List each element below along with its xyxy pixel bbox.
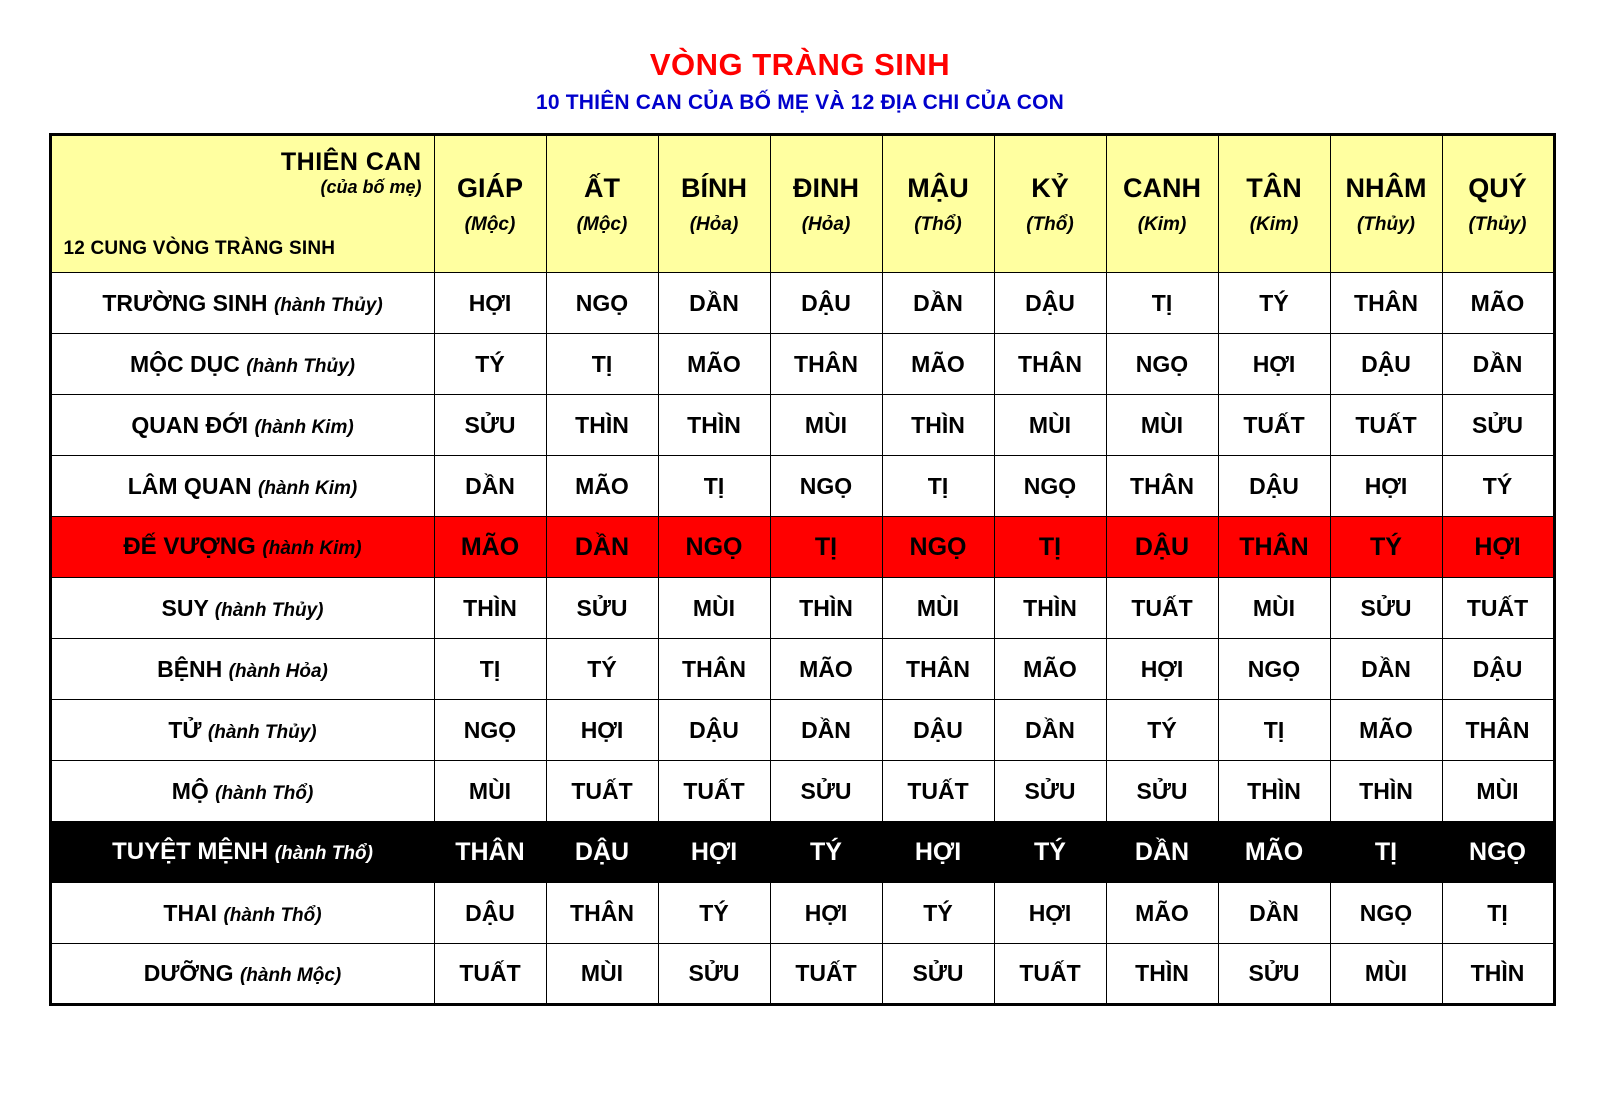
column-header-at <box>546 135 658 273</box>
cell: NGỌ <box>994 456 1106 517</box>
cell: DẬU <box>546 822 658 883</box>
row-label-element: (hành Thổ) <box>215 782 314 804</box>
column-header-dinh <box>770 135 882 273</box>
cell: MÃO <box>882 334 994 395</box>
cell: NGỌ <box>1330 883 1442 944</box>
table-row <box>50 395 1554 456</box>
table-row <box>50 700 1554 761</box>
cell: HỢI <box>770 883 882 944</box>
cell: THÂN <box>882 639 994 700</box>
cell: HỢI <box>994 883 1106 944</box>
cell: THÌN <box>1218 761 1330 822</box>
cell: MÙI <box>770 395 882 456</box>
row-label-text: THAI <box>163 899 218 926</box>
cell: DẦN <box>1218 883 1330 944</box>
row-label-quan-doi <box>50 395 434 456</box>
cell: DẬU <box>1442 639 1554 700</box>
cell: NGỌ <box>434 700 546 761</box>
vong-trang-sinh-table <box>49 133 1556 1006</box>
row-label-benh <box>50 639 434 700</box>
table-container <box>49 133 1552 1006</box>
row-label-text: TUYỆT MỆNH <box>112 838 269 866</box>
cell: SỬU <box>882 944 994 1005</box>
header-thien-can-label: THIÊN CAN <box>280 148 422 177</box>
cell: TUẤT <box>658 761 770 822</box>
row-label-mo <box>50 761 434 822</box>
column-header-name: ĐINH <box>793 172 859 203</box>
cell: HỢI <box>1330 456 1442 517</box>
column-header-binh <box>658 135 770 273</box>
cell: THÌN <box>434 578 546 639</box>
column-header-name: KỶ <box>1031 172 1069 203</box>
column-header-name: TÂN <box>1246 172 1302 203</box>
cell: TÝ <box>1218 273 1330 334</box>
cell: SỬU <box>658 944 770 1005</box>
row-label-element: (hành Thủy) <box>246 355 355 377</box>
table-row <box>50 334 1554 395</box>
table-row-highlight-tuyet-menh <box>50 822 1554 883</box>
header-12-cung-label: 12 CUNG VÒNG TRÀNG SINH <box>63 238 336 260</box>
cell: THÂN <box>1330 273 1442 334</box>
cell: HỢI <box>434 273 546 334</box>
cell: MÃO <box>1442 273 1554 334</box>
cell: MÃO <box>1330 700 1442 761</box>
cell: NGỌ <box>1106 334 1218 395</box>
table-row-highlight-de-vuong <box>50 517 1554 578</box>
column-header-element: (Thủy) <box>1468 214 1527 236</box>
table-row <box>50 639 1554 700</box>
column-header-element: (Kim) <box>1249 214 1299 236</box>
cell: TUẤT <box>994 944 1106 1005</box>
cell: TUẤT <box>1330 395 1442 456</box>
column-header-tan <box>1218 135 1330 273</box>
cell: HỢI <box>546 700 658 761</box>
cell: DẦN <box>1442 334 1554 395</box>
cell: HỢI <box>882 822 994 883</box>
row-label-element: (hành Kim) <box>258 477 358 499</box>
cell: HỢI <box>1106 639 1218 700</box>
cell: MÙI <box>658 578 770 639</box>
cell: THÂN <box>994 334 1106 395</box>
column-header-ky <box>994 135 1106 273</box>
cell: SỬU <box>770 761 882 822</box>
cell: NGỌ <box>546 273 658 334</box>
cell: DẬU <box>1106 517 1218 578</box>
cell: THÌN <box>1106 944 1218 1005</box>
cell: MÃO <box>546 456 658 517</box>
cell: MÃO <box>1218 822 1330 883</box>
row-label-text: QUAN ĐỚI <box>131 411 249 438</box>
cell: NGỌ <box>1442 822 1554 883</box>
row-label-element: (hành Mộc) <box>239 965 342 987</box>
table-row <box>50 883 1554 944</box>
row-label-moc-duc <box>50 334 434 395</box>
row-label-text: TRƯỜNG SINH <box>102 289 268 316</box>
column-header-name: QUÝ <box>1468 172 1527 203</box>
table-header <box>50 135 1554 273</box>
row-label-text: MỘC DỤC <box>130 350 240 377</box>
cell: TỊ <box>1218 700 1330 761</box>
cell: TỊ <box>882 456 994 517</box>
cell: TỊ <box>1330 822 1442 883</box>
cell: DẦN <box>770 700 882 761</box>
column-header-element: (Hỏa) <box>801 214 851 236</box>
table-row <box>50 578 1554 639</box>
cell: THÂN <box>1218 517 1330 578</box>
page-subtitle: 10 THIÊN CAN CỦA BỐ MẸ VÀ 12 ĐỊA CHI CỦA CON <box>535 91 1065 115</box>
cell: TUẤT <box>770 944 882 1005</box>
row-label-element: (hành Thủy) <box>273 294 383 316</box>
row-label-element: (hành Thủy) <box>207 721 317 743</box>
column-header-name: GIÁP <box>456 172 523 203</box>
cell: TÝ <box>546 639 658 700</box>
cell: TÝ <box>658 883 770 944</box>
row-label-de-vuong <box>50 517 434 578</box>
cell: NGỌ <box>770 456 882 517</box>
row-label-suy <box>50 578 434 639</box>
cell: THÌN <box>658 395 770 456</box>
table-row <box>50 273 1554 334</box>
row-label-text: LÂM QUAN <box>127 472 252 499</box>
row-label-truong-sinh <box>50 273 434 334</box>
header-cua-bo-me-label: (của bố mẹ) <box>320 176 422 197</box>
row-label-element: (hành Kim) <box>262 538 362 560</box>
column-header-element: (Mộc) <box>464 214 516 236</box>
cell: THÂN <box>658 639 770 700</box>
cell: THÂN <box>1442 700 1554 761</box>
cell: DẦN <box>658 273 770 334</box>
cell: MÙI <box>1330 944 1442 1005</box>
row-label-element: (hành Hỏa) <box>228 660 328 682</box>
row-label-lam-quan <box>50 456 434 517</box>
row-label-element: (hành Kim) <box>254 416 354 438</box>
cell: MÙI <box>994 395 1106 456</box>
cell: THÌN <box>882 395 994 456</box>
page-title: VÒNG TRÀNG SINH <box>649 47 951 82</box>
cell: TUẤT <box>546 761 658 822</box>
cell: TỊ <box>770 517 882 578</box>
cell: MÃO <box>1106 883 1218 944</box>
cell: SỬU <box>994 761 1106 822</box>
table-row <box>50 761 1554 822</box>
row-label-text: ĐẾ VƯỢNG <box>123 533 256 561</box>
cell: THÂN <box>1106 456 1218 517</box>
cell: MÃO <box>434 517 546 578</box>
cell: DẬU <box>658 700 770 761</box>
row-label-text: SUY <box>161 594 209 621</box>
cell: TÝ <box>882 883 994 944</box>
header-row <box>50 135 1554 273</box>
cell: DẦN <box>546 517 658 578</box>
row-label-element: (hành Thổ) <box>223 904 322 926</box>
column-header-canh <box>1106 135 1218 273</box>
cell: SỬU <box>434 395 546 456</box>
row-label-element: (hành Thủy) <box>214 599 324 621</box>
cell: NGỌ <box>658 517 770 578</box>
cell: THÂN <box>770 334 882 395</box>
cell: HỢI <box>1218 334 1330 395</box>
cell: DẬU <box>882 700 994 761</box>
column-header-nham <box>1330 135 1442 273</box>
cell: HỢI <box>1442 517 1554 578</box>
cell: NGỌ <box>1218 639 1330 700</box>
row-label-duong <box>50 944 434 1005</box>
cell: TÝ <box>1442 456 1554 517</box>
cell: THÂN <box>434 822 546 883</box>
cell: TÝ <box>1330 517 1442 578</box>
cell: THÌN <box>1442 944 1554 1005</box>
column-header-quy <box>1442 135 1554 273</box>
cell: THÌN <box>1330 761 1442 822</box>
column-header-element: (Thủy) <box>1356 214 1416 236</box>
cell: MÙI <box>1218 578 1330 639</box>
cell: DẦN <box>994 700 1106 761</box>
cell: TỊ <box>546 334 658 395</box>
cell: THÌN <box>546 395 658 456</box>
row-label-element: (hành Thổ) <box>274 843 373 865</box>
row-label-tu <box>50 700 434 761</box>
title-block <box>0 0 1600 115</box>
column-header-name: MẬU <box>907 172 969 203</box>
column-header-name: CANH <box>1123 172 1201 203</box>
row-label-text: TỬ <box>168 716 202 743</box>
column-header-name: NHÂM <box>1345 172 1427 203</box>
cell: DẦN <box>882 273 994 334</box>
cell: HỢI <box>658 822 770 883</box>
cell: SỬU <box>1106 761 1218 822</box>
cell: TUẤT <box>1218 395 1330 456</box>
column-header-element: (Thổ) <box>914 214 962 236</box>
cell: TUẤT <box>1106 578 1218 639</box>
cell: TUẤT <box>434 944 546 1005</box>
cell: TÝ <box>994 822 1106 883</box>
table-body <box>50 273 1554 1005</box>
cell: MÃO <box>770 639 882 700</box>
column-header-name: BÍNH <box>681 172 747 203</box>
row-label-tuyet-menh <box>50 822 434 883</box>
cell: DẬU <box>1218 456 1330 517</box>
cell: DẬU <box>770 273 882 334</box>
cell: TỊ <box>1106 273 1218 334</box>
cell: MÙI <box>882 578 994 639</box>
cell: DẦN <box>1106 822 1218 883</box>
cell: MÙI <box>1106 395 1218 456</box>
row-label-thai <box>50 883 434 944</box>
cell: DẦN <box>1330 639 1442 700</box>
cell: MÙI <box>1442 761 1554 822</box>
cell: MÙI <box>434 761 546 822</box>
cell: TUẤT <box>882 761 994 822</box>
cell: THÌN <box>994 578 1106 639</box>
cell: TUẤT <box>1442 578 1554 639</box>
cell: DẬU <box>994 273 1106 334</box>
cell: TÝ <box>434 334 546 395</box>
cell: DẬU <box>1330 334 1442 395</box>
cell: MÙI <box>546 944 658 1005</box>
cell: MÃO <box>658 334 770 395</box>
cell: NGỌ <box>882 517 994 578</box>
column-header-name: ẤT <box>584 172 620 203</box>
column-header-element: (Hỏa) <box>689 214 739 236</box>
column-header-element: (Thổ) <box>1026 214 1074 236</box>
cell: THÂN <box>546 883 658 944</box>
column-header-giap <box>434 135 546 273</box>
cell: MÃO <box>994 639 1106 700</box>
row-label-text: BỆNH <box>157 655 223 682</box>
table-row <box>50 944 1554 1005</box>
table-row <box>50 456 1554 517</box>
column-header-element: (Kim) <box>1137 214 1187 236</box>
cell: TÝ <box>770 822 882 883</box>
cell: TÝ <box>1106 700 1218 761</box>
cell: SỬU <box>1330 578 1442 639</box>
cell: TỊ <box>658 456 770 517</box>
header-corner-cell <box>50 135 434 273</box>
column-header-element: (Mộc) <box>576 214 628 236</box>
cell: SỬU <box>546 578 658 639</box>
cell: SỬU <box>1218 944 1330 1005</box>
cell: TỊ <box>434 639 546 700</box>
cell: SỬU <box>1442 395 1554 456</box>
row-label-text: MỘ <box>171 777 209 804</box>
cell: THÌN <box>770 578 882 639</box>
cell: TỊ <box>1442 883 1554 944</box>
cell: DẬU <box>434 883 546 944</box>
row-label-text: DƯỠNG <box>143 960 234 987</box>
cell: TỊ <box>994 517 1106 578</box>
cell: DẦN <box>434 456 546 517</box>
column-header-mau <box>882 135 994 273</box>
